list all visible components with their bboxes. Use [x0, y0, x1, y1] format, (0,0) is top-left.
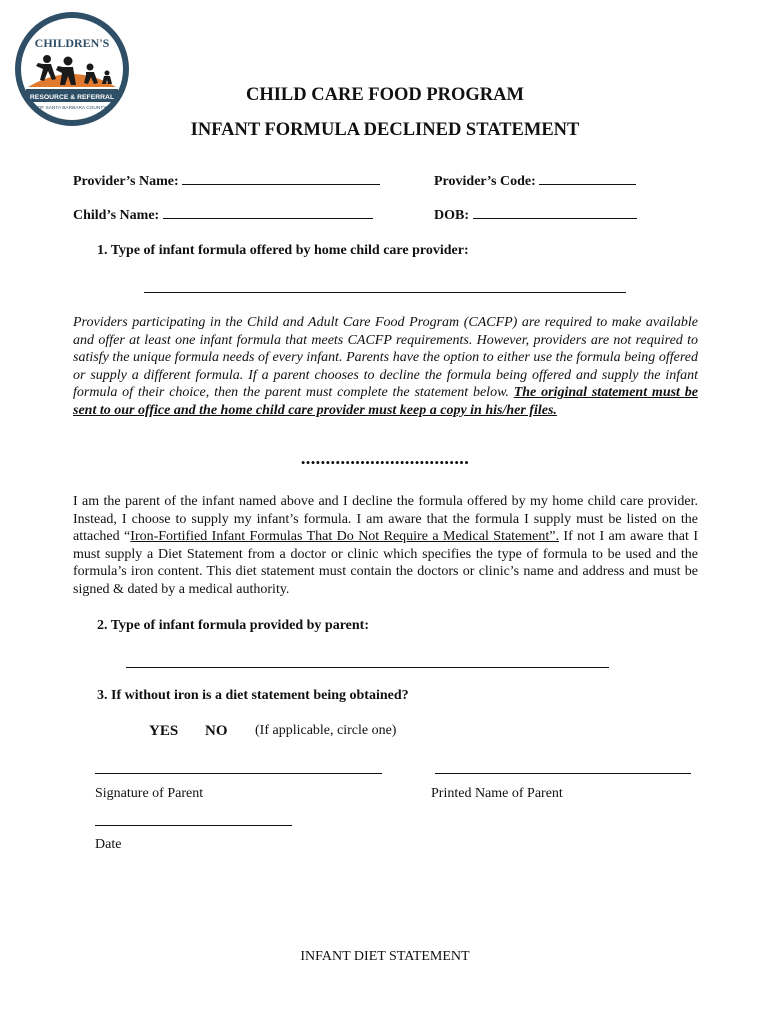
question-2: 2. Type of infant formula provided by parent:	[97, 618, 369, 633]
child-name-field	[73, 206, 373, 224]
logo-line-3: OF SANTA BARBARA COUNTY	[37, 106, 107, 111]
dob-line[interactable]	[473, 206, 637, 219]
childrens-resource-referral-logo	[12, 9, 132, 129]
parent-signature-line[interactable]	[95, 773, 382, 774]
circle-one-note: (If applicable, circle one)	[255, 723, 397, 738]
dob-label: DOB:	[434, 208, 469, 223]
provider-code-field	[434, 172, 636, 190]
provider-code-line[interactable]	[539, 172, 636, 185]
yes-option[interactable]: YES	[149, 723, 179, 739]
date-line[interactable]	[95, 825, 292, 826]
provider-name-line[interactable]	[182, 172, 380, 185]
no-option[interactable]: NO	[205, 723, 228, 739]
child-name-line[interactable]	[163, 206, 373, 219]
page-title: CHILD CARE FOOD PROGRAM	[245, 85, 524, 105]
cacfp-notice-text: Providers participating in the Child and Adult Care Food Program (CACFP) are required to make available and offer at least one infant formula that meets CACFP requirements. However, providers are not required to satisfy the unique formula needs of every infant. Parents have the option to either use the formula being offered or supply a different formula. If a parent chooses to decline the formula being offered and supply the infant formula of their choice, then the parent must complete the statement below.	[73, 315, 698, 401]
logo-line-2: RESOURCE & REFERRAL	[29, 94, 115, 101]
printed-name-line[interactable]	[435, 773, 691, 774]
page-subtitle: INFANT FORMULA DECLINED STATEMENT	[190, 120, 580, 140]
dotted-separator: ••••••••••••••••••••••••••••••••••	[300, 455, 470, 470]
provider-name-label: Provider’s Name:	[73, 174, 179, 189]
formula-provided-line[interactable]	[126, 667, 609, 668]
date-label: Date	[95, 837, 122, 852]
printed-name-label: Printed Name of Parent	[431, 786, 563, 801]
parent-statement-part-2: If not I am aware that I must supply a Diet Statement from a doctor or clinic which specifies the type of formula to be used and the formula’s iron content. This diet statement must contain the doctors or clinic’s name and address and must be signed & dated by a medical authority.	[73, 529, 698, 597]
parent-signature-label: Signature of Parent	[95, 786, 204, 801]
logo-line-1: CHILDREN'S	[34, 36, 110, 50]
question-1: 1. Type of infant formula offered by home child care provider:	[97, 243, 469, 258]
provider-name-field	[73, 172, 380, 190]
formula-offered-line[interactable]	[144, 292, 626, 293]
cacfp-notice-emphasis: The original statement must be sent to our office and the home child care provider must keep a copy in his/her files.	[73, 385, 698, 418]
iron-fortified-formulas-reference: Iron-Fortified Infant Formulas That Do Not Require a Medical Statement”.	[130, 529, 559, 545]
child-name-label: Child’s Name:	[73, 208, 160, 223]
cacfp-notice	[73, 314, 698, 420]
provider-code-label: Provider’s Code:	[434, 174, 536, 189]
question-3: 3. If without iron is a diet statement being obtained?	[97, 688, 409, 703]
logo-emblem-icon	[12, 9, 132, 129]
parent-statement	[73, 493, 698, 599]
footer-heading: INFANT DIET STATEMENT	[300, 949, 470, 964]
dob-field	[434, 206, 637, 224]
parent-statement-part-1: I am the parent of the infant named above and I decline the formula offered by my home child care provider. Instead, I choose to supply my infant’s formula. I am aware that the formula I supply must be listed on the attached “	[73, 494, 698, 545]
